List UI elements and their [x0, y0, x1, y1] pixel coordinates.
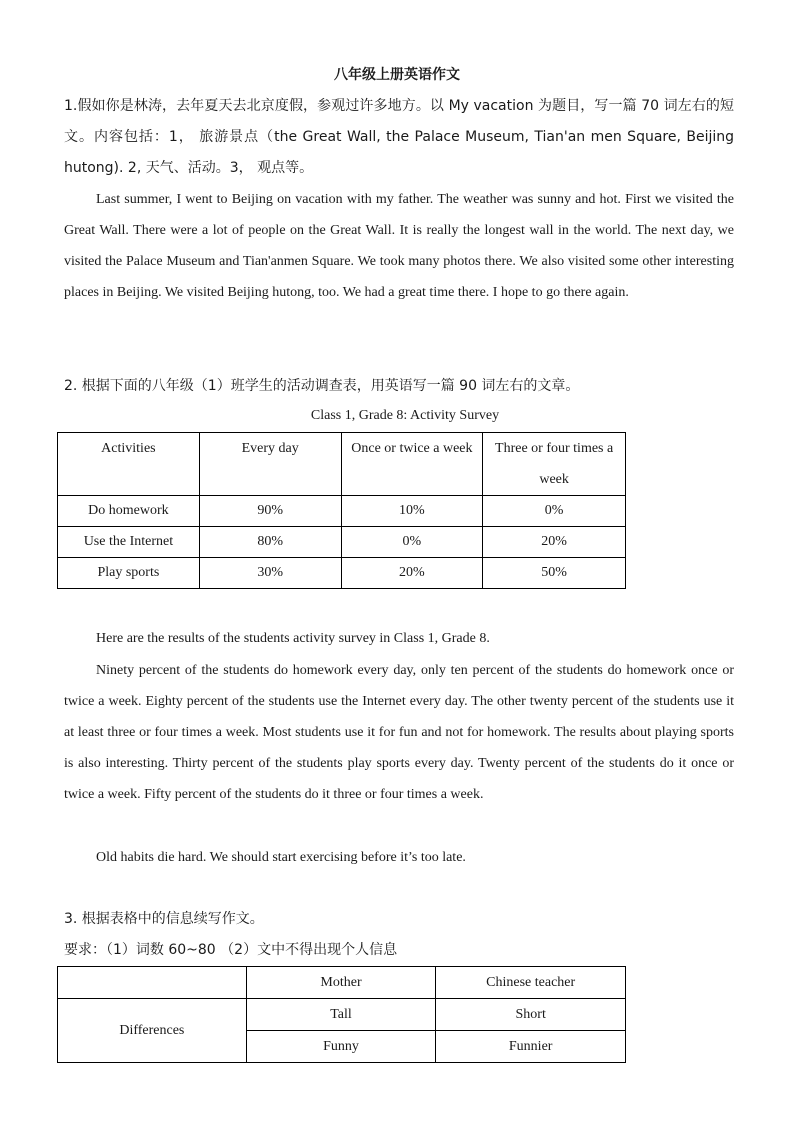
task1-prompt: 1.假如你是林涛，去年夏天去北京度假，参观过许多地方。以 My vacation 为题目，写一篇 70 词左右的短文。内容包括：1， 旅游景点（the Great Wall, the Palace Museum, Tian'an men Square, Beijing hutong). 2, 天气、活动。3， 观点等。	[64, 98, 734, 176]
table-row	[58, 496, 626, 527]
table-cell: Short	[436, 999, 626, 1031]
row-label-cell: Differences	[58, 999, 247, 1063]
table-row	[58, 999, 626, 1031]
table-cell: Use the Internet	[58, 527, 200, 558]
survey-table-header-row	[58, 433, 626, 496]
task2-prompt: 2. 根据下面的八年级（1）班学生的活动调查表，用英语写一篇 90 词左右的文章。	[64, 378, 580, 394]
table-cell: Do homework	[58, 496, 200, 527]
table-cell: 50%	[483, 558, 626, 589]
table-cell: 20%	[483, 527, 626, 558]
table-cell: Funny	[246, 1031, 436, 1063]
header-cell: Mother	[246, 967, 436, 999]
table-cell: 0%	[483, 496, 626, 527]
table-cell: 90%	[199, 496, 341, 527]
table-cell: Tall	[246, 999, 436, 1031]
comparison-header-row	[58, 967, 626, 999]
task1-essay: Last summer, I went to Beijing on vacation with my father. The weather was sunny and hot. First we visited the Great Wall. There were a lot of people on the Great Wall. It is really the longest wall in the world. The next day, we visited the Palace Museum and Tian'anmen Square. We took many photos there. We also visited some other interesting places in Beijing. We visited Beijing hutong, too. We had a great time there. I hope to go there again.	[64, 192, 734, 300]
table-cell: 0%	[341, 527, 483, 558]
table-cell: Play sports	[58, 558, 200, 589]
survey-table-caption: Class 1, Grade 8: Activity Survey	[310, 408, 500, 423]
table-cell: 30%	[199, 558, 341, 589]
table-row	[58, 527, 626, 558]
table-row	[58, 558, 626, 589]
table-cell: 80%	[199, 527, 341, 558]
table-cell: 10%	[341, 496, 483, 527]
page-title: 八年级上册英语作文	[334, 67, 460, 83]
header-cell: Chinese teacher	[436, 967, 626, 999]
task3-requirements: 要求：（1）词数 60~80 （2）文中不得出现个人信息	[64, 942, 398, 958]
task2-essay-p1: Here are the results of the students activity survey in Class 1, Grade 8.	[96, 631, 490, 646]
survey-table	[57, 432, 626, 589]
table-cell: Funnier	[436, 1031, 626, 1063]
comparison-table	[57, 966, 626, 1063]
task2-essay-p2: Ninety percent of the students do homework every day, only ten percent of the students do homework once or twice a week. Eighty percent of the students use the Internet every day. The other twenty percent of the students use it at least three or four times a week. Most students use it for fun and not for homework. The results about playing sports is also interesting. Thirty percent of the students play sports every day. Twenty percent of the students do it once or twice a week. Fifty percent of the students do it three or four times a week.	[64, 663, 734, 802]
header-cell: Activities	[58, 433, 200, 496]
task3-prompt: 3. 根据表格中的信息续写作文。	[64, 911, 264, 927]
header-cell	[58, 967, 247, 999]
table-cell: 20%	[341, 558, 483, 589]
header-cell: Three or four times a week	[483, 433, 626, 496]
header-cell: Once or twice a week	[341, 433, 483, 496]
header-cell: Every day	[199, 433, 341, 496]
task2-essay-p3: Old habits die hard. We should start exercising before it’s too late.	[96, 850, 466, 865]
